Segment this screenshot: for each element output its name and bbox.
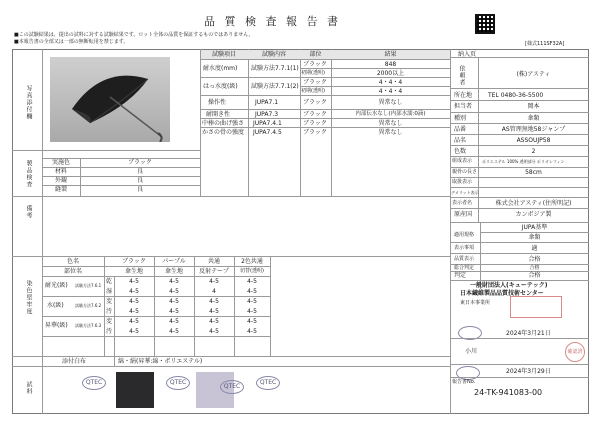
inspection-value-appearance: 良 bbox=[136, 177, 143, 184]
test-method-7: JUPA7.4.1 bbox=[253, 120, 282, 127]
applied-standard-label: 適用規格 bbox=[454, 232, 475, 238]
test-header-method: 試験内容 bbox=[261, 51, 286, 58]
client-tel: TEL 0480-36-5500 bbox=[488, 92, 544, 99]
form-code: [様式111SF32A] bbox=[525, 41, 565, 47]
overall-judgement-label: 総合判定 bbox=[454, 265, 475, 271]
fastness-value: 4-5 bbox=[247, 328, 257, 335]
fastness-value: 4-5 bbox=[169, 328, 179, 335]
fastness-value: 4-5 bbox=[129, 298, 139, 305]
fastness-value: 4-5 bbox=[169, 318, 179, 325]
delivery-label: 納入页 bbox=[458, 51, 477, 58]
judgement-label: 判定 bbox=[454, 272, 467, 279]
test-result-8: 異常なし bbox=[378, 129, 403, 136]
fastness-value: 4-5 bbox=[247, 308, 257, 315]
product-name-value: ASSOUJP58 bbox=[516, 137, 551, 144]
fastness-value: 4-5 bbox=[209, 308, 219, 315]
umbrella-photo bbox=[50, 57, 170, 142]
fastness-header-common: 共通 bbox=[207, 258, 220, 265]
fastness-subheader-4: 切替(透明) bbox=[240, 268, 264, 274]
lab-name-2: 日本繊維製品品質技術センター bbox=[460, 290, 544, 297]
lab-seal-stamp bbox=[510, 296, 562, 318]
product-kind-label: 種別 bbox=[454, 115, 467, 122]
photo-label: 写真添付欄 bbox=[25, 85, 32, 120]
fastness-value: 4-5 bbox=[129, 328, 139, 335]
test-method-3: 試験方法7.7.1(2) bbox=[251, 83, 299, 90]
test-part-8: ブラック bbox=[303, 129, 327, 136]
test-part-4: 初期(透明) bbox=[301, 88, 325, 94]
demerit-label: デメリット表示 bbox=[451, 190, 479, 195]
fastness-header-black: ブラック bbox=[122, 258, 146, 265]
inspector-name: 小川 bbox=[465, 348, 478, 355]
labeler-value: 株式会社アスティ(住所明記) bbox=[495, 200, 572, 207]
inspection-header-value: ブラック bbox=[128, 159, 152, 166]
fastness-value: 4-5 bbox=[169, 298, 179, 305]
contact-name: 岡本 bbox=[527, 103, 540, 110]
fastness-value: 4-5 bbox=[169, 308, 179, 315]
test-method-6: JUPA7.3 bbox=[255, 111, 279, 118]
test-method-8: JUPA7.4.5 bbox=[253, 129, 282, 136]
color-count-label: 色数 bbox=[454, 148, 467, 155]
attached-cloth-label: 添付白布 bbox=[62, 358, 87, 365]
inspection-header-color: 実施色 bbox=[51, 159, 70, 166]
attached-cloth-value: 綿・絹(昇華:綿・ポリエステル) bbox=[118, 358, 203, 365]
fastness-label: 染色堅牢度 bbox=[25, 280, 32, 315]
fastness-value: 4-5 bbox=[209, 328, 219, 335]
report-number: 24-TK-941083-00 bbox=[474, 388, 543, 397]
fastness-test-sublimation: 昇華(級) bbox=[45, 322, 68, 329]
fastness-value: 4-5 bbox=[169, 288, 179, 295]
fastness-value: 4-5 bbox=[247, 288, 257, 295]
test-part-5: ブラック bbox=[303, 99, 327, 106]
qtec-mark-icon: QTEC bbox=[82, 376, 106, 390]
fastness-method-sublimation: 試験方法7.6.3 bbox=[75, 323, 102, 328]
fastness-kind-2: 湿 bbox=[106, 288, 113, 295]
qtec-mark-icon: QTEC bbox=[256, 376, 280, 390]
fastness-header-purple: パープル bbox=[162, 258, 186, 265]
sample-swatch-black bbox=[116, 372, 154, 408]
fastness-value: 4-5 bbox=[129, 288, 139, 295]
fastness-value: 4-5 bbox=[129, 318, 139, 325]
test-item-shaft-bending: 中棒の曲げ強さ bbox=[202, 120, 245, 127]
fastness-kind-4: 汚 bbox=[106, 308, 113, 315]
qr-code-icon bbox=[475, 14, 495, 34]
composition-value: ポリエステル 100% 透明部分 ポリオレフィン bbox=[482, 159, 565, 164]
received-date: 2024年3月21日 bbox=[506, 330, 551, 337]
test-result-3: 4・4・4 bbox=[378, 79, 403, 86]
fastness-value: 4 bbox=[212, 288, 216, 295]
test-result-5: 異常なし bbox=[378, 99, 403, 106]
fastness-value: 4-5 bbox=[247, 278, 257, 285]
fastness-value: 4-5 bbox=[169, 278, 179, 285]
product-number-value: AS管理無地58ジャンプ bbox=[501, 126, 566, 133]
test-item-operability: 操作性 bbox=[208, 99, 227, 106]
fastness-kind-6: 汚 bbox=[106, 328, 113, 335]
composition-label: 組成表示 bbox=[452, 158, 473, 164]
test-method-1: 試験方法7.7.1(1) bbox=[251, 65, 299, 72]
fastness-value: 4-5 bbox=[247, 318, 257, 325]
fastness-value: 4-5 bbox=[209, 278, 219, 285]
qtec-mark-icon: QTEC bbox=[166, 376, 190, 390]
fastness-subheader-2: 傘生地 bbox=[164, 268, 183, 275]
address-label: 所在地 bbox=[454, 92, 473, 99]
rib-length-label: 親骨の長さ bbox=[452, 169, 478, 175]
test-result-7: 異常なし bbox=[378, 120, 403, 127]
fastness-value: 4-5 bbox=[209, 298, 219, 305]
test-header-part: 部位 bbox=[309, 51, 322, 58]
fastness-value: 4-5 bbox=[129, 278, 139, 285]
test-part-2: 初期(透明) bbox=[301, 70, 325, 76]
care-label: 取扱表示 bbox=[452, 179, 473, 185]
fastness-header-two-color: 2色共通 bbox=[241, 258, 263, 265]
origin-value: カンボジア製 bbox=[515, 211, 552, 218]
color-count-value: 2 bbox=[531, 148, 536, 155]
applied-standard-value: 傘類 bbox=[528, 234, 541, 241]
lab-name-1: 一般財団法人(キューテック) bbox=[470, 282, 548, 289]
test-result-4: 4・4・4 bbox=[378, 88, 403, 95]
fastness-subheader-part: 部位名 bbox=[63, 268, 82, 275]
sample-label: 試料 bbox=[25, 381, 32, 395]
fastness-subheader-1: 傘生地 bbox=[124, 268, 143, 275]
product-kind-value: 傘類 bbox=[527, 115, 540, 122]
inspection-value-sewing: 良 bbox=[136, 186, 143, 193]
test-part-6: ブラック bbox=[303, 111, 327, 118]
origin-label: 原産国 bbox=[454, 211, 473, 218]
fastness-header-color: 色名 bbox=[66, 258, 79, 265]
fastness-kind-3: 変 bbox=[106, 298, 113, 305]
contact-label: 担当者 bbox=[454, 103, 473, 110]
labeling-value: 適 bbox=[531, 245, 538, 252]
test-method-5: JUPA7.1 bbox=[255, 99, 279, 106]
inspection-value-material: 良 bbox=[136, 168, 143, 175]
test-header-result: 結果 bbox=[384, 51, 397, 58]
remarks-label: 備考 bbox=[25, 205, 32, 219]
test-part-7: ブラック bbox=[303, 120, 327, 127]
rib-length-value: 58cm bbox=[525, 169, 542, 176]
inspection-label-sewing: 縫製 bbox=[54, 186, 67, 193]
fastness-value: 4-5 bbox=[209, 318, 219, 325]
product-number-label: 品番 bbox=[454, 126, 467, 133]
test-item-rib-strength: かさの骨の強度 bbox=[202, 129, 245, 136]
test-result-1: 848 bbox=[384, 61, 397, 68]
product-name-label: 品名 bbox=[454, 137, 467, 144]
approval-stamp: 確認済 bbox=[565, 342, 585, 362]
quality-label-value: 合格 bbox=[528, 256, 541, 263]
quality-label-label: 品質表示 bbox=[454, 256, 475, 262]
fastness-value: 4-5 bbox=[129, 308, 139, 315]
fastness-method-water: 試験方法7.6.2 bbox=[75, 303, 102, 308]
test-item-water-resistance: 耐水度(mm) bbox=[203, 65, 238, 72]
test-item-open-resistance: 耐開き性 bbox=[206, 111, 231, 118]
judgement-value: 合格 bbox=[528, 272, 541, 279]
test-result-2: 2000以上 bbox=[376, 70, 405, 77]
issue-date: 2024年3月29日 bbox=[506, 368, 551, 375]
fastness-method-light: 試験方法7.6.1 bbox=[75, 283, 102, 288]
inspection-label-appearance: 外観 bbox=[54, 177, 67, 184]
standard-value: JUPA基準 bbox=[521, 224, 548, 231]
labeling-label: 表示事項 bbox=[454, 245, 475, 251]
inspection-label-material: 材料 bbox=[54, 168, 67, 175]
fastness-kind-1: 乾 bbox=[106, 278, 113, 285]
fastness-value: 4-5 bbox=[247, 298, 257, 305]
qtec-mark-icon: QTEC bbox=[220, 380, 244, 394]
client-label: 依頼者 bbox=[458, 65, 465, 86]
notice-line-1: ■この試験結果は、提出の試料に対する試験結果です。ロット全体の品質を保証するものではありません。 bbox=[14, 32, 254, 38]
report-no-label: 報告書No. bbox=[452, 379, 476, 385]
report-title: 品 質 検 査 報 告 書 bbox=[204, 15, 341, 28]
lab-name-3: 東日本事業所 bbox=[460, 300, 491, 306]
test-part-1: ブラック bbox=[303, 61, 327, 68]
umbrella-icon bbox=[50, 57, 170, 142]
fastness-test-light: 耐光(級) bbox=[45, 282, 68, 289]
product-inspection-label: 製品検査 bbox=[25, 160, 32, 188]
test-part-3: ブラック bbox=[303, 79, 327, 86]
fastness-subheader-3: 反射テープ bbox=[199, 268, 229, 275]
notice-line-2: ■本報告書の全部又は一部の無断転用を禁じます。 bbox=[14, 39, 129, 45]
test-header-item: 試験項目 bbox=[211, 51, 236, 58]
test-result-6: 内部伝水なし(内部水濡:0滴) bbox=[355, 111, 426, 117]
labeler-label: 表示者名 bbox=[452, 200, 473, 206]
overall-judgement-value: 合格 bbox=[529, 265, 540, 271]
fastness-kind-5: 変 bbox=[106, 318, 113, 325]
client-name: (株)アスティ bbox=[516, 71, 551, 78]
test-item-water-repellency: はっ水度(級) bbox=[203, 83, 238, 90]
fastness-test-water: 水(級) bbox=[47, 302, 64, 309]
